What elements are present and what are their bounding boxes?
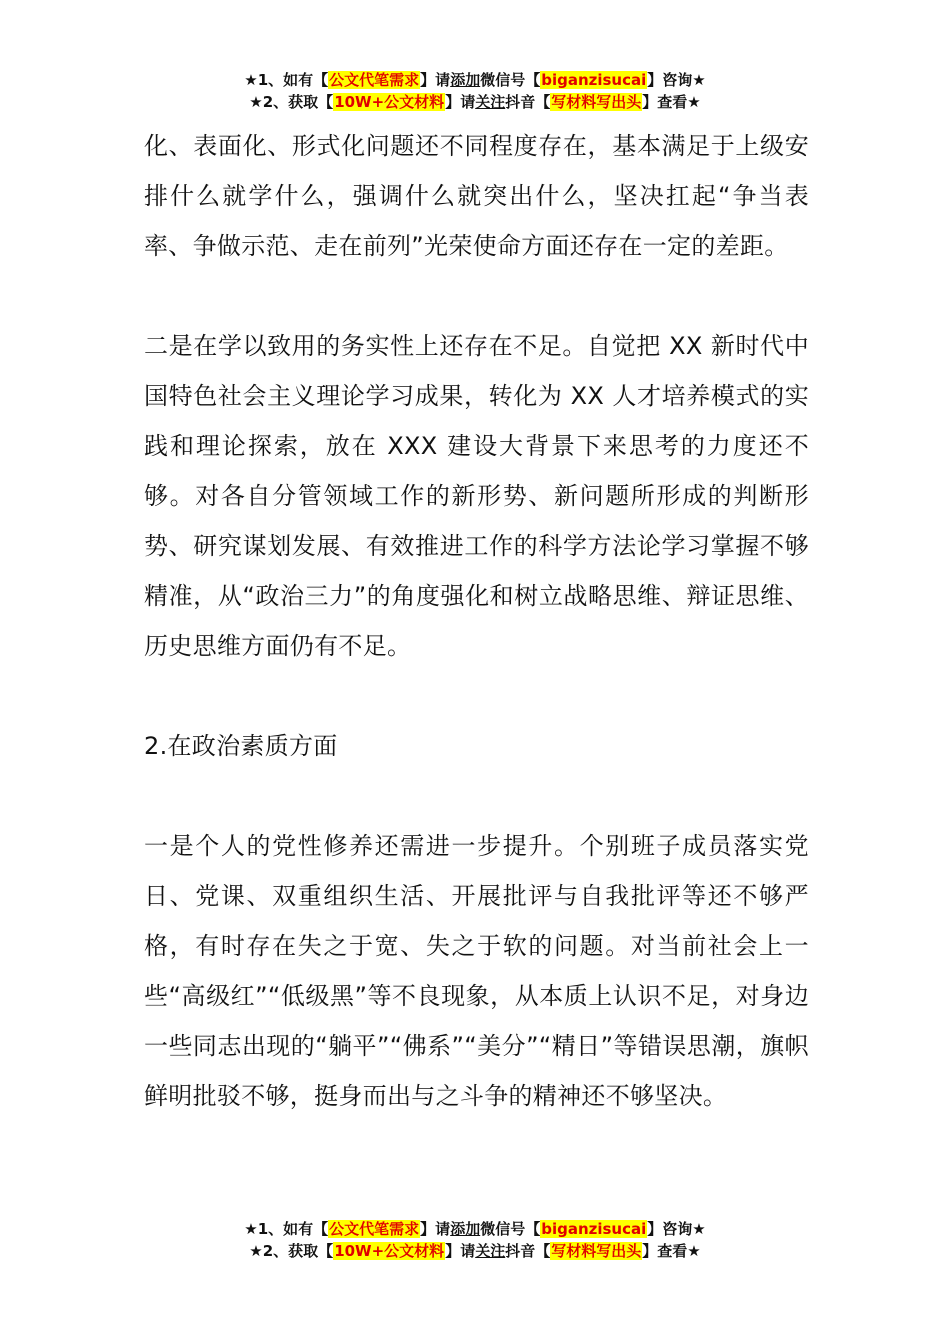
banner-highlight: 10W+公文材料: [334, 1242, 445, 1260]
banner-underline: 关注: [475, 93, 506, 111]
banner-text: 】查看★: [642, 93, 701, 111]
banner-text: 】请: [445, 93, 476, 111]
banner-text: 】咨询★: [647, 71, 706, 89]
banner-highlight: 10W+公文材料: [334, 93, 445, 111]
banner-underline: 添加: [450, 71, 481, 89]
banner-text: 微信号【: [480, 1220, 541, 1238]
paragraph-continuation: 化、表面化、形式化问题还不同程度存在，基本满足于上级安排什么就学什么，强调什么就突出什么，坚决扛起“争当表率、争做示范、走在前列”光荣使命方面还存在一定的差距。: [144, 132, 809, 260]
banner-text: 抖音【: [505, 93, 551, 111]
banner-underline: 关注: [475, 1242, 506, 1260]
banner-text: 】请: [420, 1220, 451, 1238]
banner-text: ★1、如有【: [244, 1220, 329, 1238]
banner-text: 】请: [445, 1242, 476, 1260]
banner-highlight: 写材料写出头: [551, 93, 642, 111]
paragraph-party-spirit: 一是个人的党性修养还需进一步提升。个别班子成员落实党日、党课、双重组织生活、开展批评与自我批评等还不够严格，有时存在失之于宽、失之于软的问题。对当前社会上一些“高级红”“低级黑”等不良现象，从本质上认识不足，对身边一些同志出现的“躺平”“佛系”“美分”“精日”等错误思潮，旗帜鲜明批驳不够，挺身而出与之斗争的精神还不够坚决。: [144, 832, 809, 1110]
banner-text: 】咨询★: [647, 1220, 706, 1238]
banner-line-2: [0, 1240, 950, 1262]
banner-text: ★1、如有【: [244, 71, 329, 89]
footer-banner: [0, 1218, 950, 1262]
document-body: [144, 121, 809, 1121]
banner-text: 】请: [420, 71, 451, 89]
section-heading: 2.在政治素质方面: [144, 732, 338, 760]
paragraph-study-application: 二是在学以致用的务实性上还存在不足。自觉把 XX 新时代中国特色社会主义理论学习成果，转化为 XX 人才培养模式的实践和理论探索，放在 XXX 建设大背景下来思考的力度还不够。对各自分管领域工作的新形势、新问题所形成的判断形势、研究谋划发展、有效推进工作的科学方法论学习掌握不够精准，从“政治三力”的角度强化和树立战略思维、辩证思维、历史思维方面仍有不足。: [144, 332, 809, 660]
banner-highlight: 公文代笔需求: [329, 1220, 420, 1238]
banner-highlight: 公文代笔需求: [329, 71, 420, 89]
banner-text: ★2、获取【: [249, 1242, 334, 1260]
banner-text: 】查看★: [642, 1242, 701, 1260]
banner-line-2: [0, 91, 950, 113]
banner-highlight: biganzisucai: [541, 71, 647, 89]
banner-text: 抖音【: [505, 1242, 551, 1260]
header-banner: [0, 69, 950, 113]
banner-line-1: [0, 69, 950, 91]
banner-highlight: biganzisucai: [541, 1220, 647, 1238]
banner-line-1: [0, 1218, 950, 1240]
banner-underline: 添加: [450, 1220, 481, 1238]
banner-text: 微信号【: [480, 71, 541, 89]
banner-text: ★2、获取【: [249, 93, 334, 111]
banner-highlight: 写材料写出头: [551, 1242, 642, 1260]
